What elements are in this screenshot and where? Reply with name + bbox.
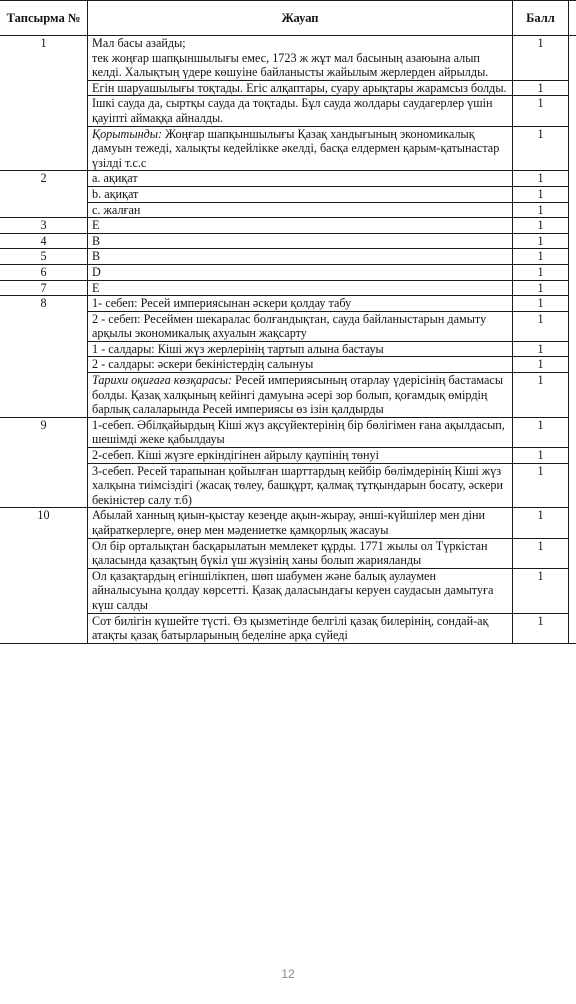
score-cell: 1 (513, 538, 569, 568)
answer-paragraph (92, 127, 508, 171)
answer-text: B (92, 233, 101, 248)
score-cell: 1 (513, 96, 569, 126)
answer-text: Егін шаруашылығы тоқтады. Егіс алқаптары, суару арықтары жарамсыз болды. (92, 80, 507, 95)
task-number: 3 (0, 218, 88, 234)
answer-cell (88, 233, 513, 249)
page-number: 12 (281, 967, 295, 981)
score-cell: 1 (513, 171, 569, 187)
answer-cell (88, 80, 513, 96)
answer-italic-heading: Қорытынды: (92, 126, 163, 141)
answer-cell (88, 249, 513, 265)
score-cell: 1 (513, 341, 569, 357)
score-cell: 1 (513, 80, 569, 96)
score-cell: 1 (513, 448, 569, 464)
answer-cell (88, 280, 513, 296)
score-cell: 1 (513, 126, 569, 171)
answer-text: Мал басы азайды; тек жоңғар шапқыншылығы емес, 1723 ж жұт мал басының азаюына алып келді. Халықтың үдере көшуіне байланысты жайылым жерлерден айрылды. (92, 36, 489, 80)
score-cell: 1 (513, 202, 569, 218)
answer-text: Ол бір орталықтан басқарылатын мемлекет құрды. 1771 жылы ол Түркістан қаласында қазақтың бүкіл үш жүзінің ханы болып жарияланды (92, 538, 488, 568)
task-number: 7 (0, 280, 88, 296)
answer-cell (88, 538, 513, 568)
score-cell: 1 (513, 264, 569, 280)
header-answer: Жауап (88, 1, 513, 36)
answer-cell (88, 357, 513, 373)
task-number: 2 (0, 171, 88, 218)
score-cell: 1 (513, 417, 569, 447)
table-row (0, 233, 576, 249)
table-row (0, 417, 576, 447)
header-task-number: Тапсырма № (0, 1, 88, 36)
answer-text: 1-себеп. Әбілқайырдың Кіші жүз ақсүйектерінің бір бөлігімен ғана ақылдасып, шешімді жеке қабылдауы (92, 417, 505, 447)
answer-cell (88, 296, 513, 312)
answer-text: c. жалған (92, 202, 141, 217)
score-cell: 1 (513, 357, 569, 373)
answer-cell (88, 264, 513, 280)
answer-cell (88, 186, 513, 202)
answer-text: Ішкі сауда да, сыртқы сауда да тоқтады. Бұл сауда жолдары саудагерлер үшін қауіпті аймаққа айналды. (92, 96, 493, 125)
answer-text: B (92, 249, 101, 264)
answer-cell (88, 311, 513, 341)
answer-text: a. ақиқат (92, 171, 138, 186)
answer-text: Абылай ханның қиын-қыстау кезеңде ақын-жырау, әнші-күйшілер мен діни қайраткерлерге, өнер мен мәдениетке қамқорлық жасауы (92, 508, 486, 537)
table-row (0, 264, 576, 280)
answer-text: Ресей империясының отарлау үдерісінің бастамасы болды. Қазақ халқының кейінгі дамуына әсері зор болып, қоғамдық өмірдің барлық салаларында Ресей империясы өз ізін қалдырды (92, 373, 504, 417)
table-row (0, 249, 576, 265)
table-row (0, 280, 576, 296)
table-header-row (0, 1, 576, 36)
answer-cell (88, 568, 513, 613)
answer-cell (88, 448, 513, 464)
header-score: Балл (513, 1, 569, 36)
answer-text: E (92, 280, 100, 295)
task-number: 8 (0, 296, 88, 418)
score-cell: 1 (513, 508, 569, 538)
task-number: 6 (0, 264, 88, 280)
score-cell: 1 (513, 186, 569, 202)
table-row (0, 508, 576, 538)
task-number: 10 (0, 508, 88, 643)
answer-cell (88, 96, 513, 126)
score-cell: 1 (513, 463, 569, 508)
score-cell: 1 (513, 249, 569, 265)
answer-cell (88, 202, 513, 218)
answer-cell (88, 417, 513, 447)
table-row (0, 36, 576, 81)
score-cell: 1 (513, 613, 569, 643)
score-cell: 1 (513, 280, 569, 296)
answer-text: D (92, 264, 101, 279)
answer-italic-heading: Тарихи оқиғаға көзқарасы: (92, 373, 233, 388)
answer-cell (88, 613, 513, 643)
score-cell: 1 (513, 233, 569, 249)
score-cell: 1 (513, 36, 569, 81)
answer-text: Жоңғар шапқыншылығы Қазақ хандығының экономикалық дамуын тежеді, халықты кедейлікке әкелді, басқа елдермен қарым-қатынастар үзілді т.с.с (92, 126, 500, 170)
answer-cell (88, 218, 513, 234)
answer-cell (88, 341, 513, 357)
answer-text: E (92, 218, 100, 233)
answer-text: 1- себеп: Ресей империясынан әскери қолдау табу (92, 296, 352, 311)
answer-paragraph (92, 373, 508, 417)
score-cell: 1 (513, 311, 569, 341)
task-number: 4 (0, 233, 88, 249)
score-cell: 1 (513, 373, 569, 418)
answer-cell (88, 171, 513, 187)
task-number: 5 (0, 249, 88, 265)
answer-text: b. ақиқат (92, 186, 139, 201)
answer-cell (88, 373, 513, 418)
table-row (0, 218, 576, 234)
answer-text: 3-себеп. Ресей тарапынан қойылған шарттардың кейбір бөлімдерінің Кіші жүз халқына тиімсіздігі (жасақ төлеу, башқұрт, қалмақ тұтқындарын босату, әскери бекіністер салу т.б) (92, 463, 504, 507)
answer-cell (88, 126, 513, 171)
answer-text: Сот билігін күшейте түсті. Өз қызметінде белгілі қазақ билерінің, сондай-ақ атақты қазақ батырларының беделіне арқа сүйеді (92, 613, 489, 643)
criteria-column-cut (569, 36, 576, 644)
answer-cell (88, 508, 513, 538)
answer-cell (88, 36, 513, 81)
answer-text: 2 - себеп: Ресеймен шекаралас болғандықтан, сауда байланыстарын дамыту арқылы экономикалық ахуалын жақсарту (92, 311, 487, 341)
answer-text: 2-себеп. Кіші жүзге еркіндігінен айрылу қаупінің төнуі (92, 448, 379, 463)
header-criteria-cut (569, 1, 576, 36)
score-cell: 1 (513, 568, 569, 613)
task-number: 1 (0, 36, 88, 171)
answer-text: Ол қазақтардың егіншілікпен, шөп шабумен және балық аулаумен айналысуына қолдау көрсетті. Қазақ даласындағы керуен саудасын дамытуға күш салды (92, 568, 494, 612)
score-cell: 1 (513, 296, 569, 312)
table-row (0, 171, 576, 187)
answer-cell (88, 463, 513, 508)
score-cell: 1 (513, 218, 569, 234)
answer-text: 2 - салдары: әскери бекіністердің салынуы (92, 357, 314, 372)
answer-text: 1 - салдары: Кіші жүз жерлерінің тартып алына бастауы (92, 341, 384, 356)
task-number: 9 (0, 417, 88, 508)
table-row (0, 296, 576, 312)
